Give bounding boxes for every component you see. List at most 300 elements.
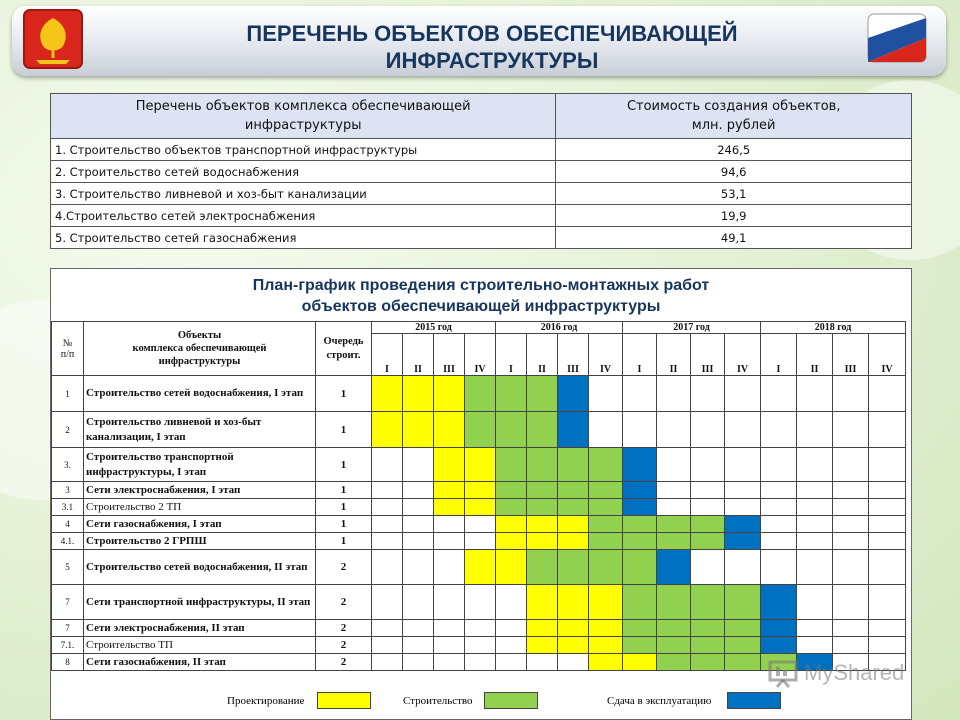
- lipetsk-coat-of-arms-icon: [22, 8, 84, 70]
- object-name-cell: Строительство ливневой и хоз-быт канализации, I этап: [84, 412, 316, 448]
- gantt-cell-empty: [465, 654, 496, 671]
- gantt-cell-empty: [372, 533, 403, 550]
- legend-label-commissioning: Сдача в эксплуатацию: [607, 695, 712, 707]
- gantt-cell-commissioning: [725, 533, 761, 550]
- gantt-cell-empty: [797, 516, 833, 533]
- gantt-cell-construction: [496, 448, 527, 482]
- gantt-cell-empty: [691, 482, 725, 499]
- flag-icon: [866, 8, 928, 70]
- gantt-cell-construction: [657, 585, 691, 620]
- header-line: Перечень объектов комплекса обеспечивающей: [135, 99, 471, 114]
- gantt-cell-empty: [403, 585, 434, 620]
- gantt-cell-design: [558, 516, 589, 533]
- gantt-cell-empty: [833, 376, 869, 412]
- gantt-cell-empty: [797, 620, 833, 637]
- row-number-cell: 2: [52, 412, 84, 448]
- cost-value-cell: 19,9: [556, 205, 912, 227]
- gantt-cell-empty: [434, 550, 465, 585]
- gantt-cell-empty: [761, 448, 797, 482]
- gantt-cell-design: [527, 620, 558, 637]
- object-name-cell: 4.Строительство сетей электроснабжения: [51, 205, 556, 227]
- gantt-cell-design: [589, 654, 623, 671]
- gantt-cell-empty: [691, 499, 725, 516]
- table-row: [51, 183, 912, 205]
- gantt-cell-empty: [558, 654, 589, 671]
- gantt-cell-empty: [869, 620, 906, 637]
- gantt-cell-construction: [589, 516, 623, 533]
- gantt-cell-design: [465, 448, 496, 482]
- quarter-header: IV: [869, 334, 906, 376]
- gantt-cell-empty: [372, 620, 403, 637]
- page-title-line: ПЕРЕЧЕНЬ ОБЪЕКТОВ ОБЕСПЕЧИВАЮЩЕЙ: [246, 21, 738, 46]
- gantt-body: [52, 376, 906, 671]
- gantt-cell-empty: [797, 448, 833, 482]
- page-title: [152, 20, 832, 74]
- gantt-cell-empty: [725, 412, 761, 448]
- gantt-cell-design: [434, 482, 465, 499]
- gantt-cell-construction: [657, 654, 691, 671]
- gantt-cell-empty: [833, 585, 869, 620]
- quarter-header: III: [558, 334, 589, 376]
- queue-cell: 1: [316, 448, 372, 482]
- gantt-cell-empty: [657, 448, 691, 482]
- quarter-header: II: [657, 334, 691, 376]
- header-line: строит.: [326, 349, 361, 361]
- gantt-cell-commissioning: [623, 482, 657, 499]
- object-name-cell: Строительство сетей водоснабжения, II этап: [84, 550, 316, 585]
- gantt-cell-design: [434, 499, 465, 516]
- gantt-cell-design: [589, 585, 623, 620]
- gantt-table: [51, 321, 906, 671]
- table-row: [52, 499, 906, 516]
- object-name-cell: 3. Строительство ливневой и хоз-быт канализации: [51, 183, 556, 205]
- gantt-cell-empty: [725, 482, 761, 499]
- gantt-cell-design: [558, 585, 589, 620]
- table-row: [52, 516, 906, 533]
- gantt-cell-empty: [403, 448, 434, 482]
- table-row: [52, 533, 906, 550]
- header-line: инфраструктуры: [244, 118, 362, 133]
- gantt-cell-construction: [465, 412, 496, 448]
- gantt-cell-design: [465, 499, 496, 516]
- gantt-cell-construction: [657, 620, 691, 637]
- gantt-cell-empty: [869, 448, 906, 482]
- gantt-cell-empty: [869, 550, 906, 585]
- table-row: [51, 139, 912, 161]
- quarter-header: I: [623, 334, 657, 376]
- gantt-cell-construction: [691, 637, 725, 654]
- gantt-cell-design: [527, 585, 558, 620]
- table-row: [52, 412, 906, 448]
- gantt-cell-empty: [833, 448, 869, 482]
- gantt-cell-design: [372, 376, 403, 412]
- header-line: инфраструктуры: [158, 356, 241, 367]
- row-number-cell: 4: [52, 516, 84, 533]
- gantt-cell-empty: [623, 412, 657, 448]
- gantt-cell-empty: [496, 620, 527, 637]
- queue-cell: 1: [316, 482, 372, 499]
- cost-value-cell: 53,1: [556, 183, 912, 205]
- cost-table-header: [51, 94, 912, 139]
- gantt-cell-construction: [527, 499, 558, 516]
- gantt-cell-empty: [496, 637, 527, 654]
- gantt-cell-construction: [725, 620, 761, 637]
- gantt-cell-empty: [691, 550, 725, 585]
- gantt-cell-design: [434, 376, 465, 412]
- gantt-cell-commissioning: [558, 412, 589, 448]
- gantt-cell-empty: [833, 499, 869, 516]
- gantt-cell-empty: [869, 376, 906, 412]
- table-row: [52, 376, 906, 412]
- gantt-cell-commissioning: [761, 637, 797, 654]
- gantt-cell-construction: [623, 585, 657, 620]
- queue-cell: 2: [316, 620, 372, 637]
- gantt-cell-empty: [372, 448, 403, 482]
- gantt-cell-commissioning: [725, 516, 761, 533]
- gantt-cell-empty: [657, 412, 691, 448]
- object-name-cell: Сети газоснабжения, I этап: [84, 516, 316, 533]
- gantt-cell-construction: [589, 550, 623, 585]
- gantt-cell-empty: [403, 620, 434, 637]
- gantt-cell-construction: [623, 637, 657, 654]
- row-number-cell: 3: [52, 482, 84, 499]
- gantt-cell-construction: [465, 376, 496, 412]
- row-number-cell: 3.1: [52, 499, 84, 516]
- gantt-cell-design: [558, 637, 589, 654]
- table-row: [52, 550, 906, 585]
- queue-cell: 2: [316, 654, 372, 671]
- quarter-header: IV: [725, 334, 761, 376]
- cost-value-cell: 246,5: [556, 139, 912, 161]
- table-row: [52, 620, 906, 637]
- gantt-cell-empty: [657, 499, 691, 516]
- object-name-cell: Строительство ТП: [84, 637, 316, 654]
- gantt-cell-construction: [657, 516, 691, 533]
- gantt-cell-design: [434, 448, 465, 482]
- gantt-cell-empty: [434, 516, 465, 533]
- gantt-cell-construction: [527, 482, 558, 499]
- number-header: [52, 322, 84, 376]
- gantt-cell-empty: [869, 499, 906, 516]
- legend-label-construction: Строительство: [403, 695, 473, 707]
- header-line: Объекты: [177, 330, 222, 341]
- title-bar: [12, 6, 946, 76]
- queue-cell: 1: [316, 376, 372, 412]
- page-title-line: ИНФРАСТРУКТУРЫ: [385, 48, 599, 73]
- gantt-cell-empty: [869, 533, 906, 550]
- object-name-cell: Строительство транспортной инфраструктуры, I этап: [84, 448, 316, 482]
- gantt-cell-construction: [527, 550, 558, 585]
- gantt-cell-empty: [797, 482, 833, 499]
- gantt-cell-empty: [403, 482, 434, 499]
- gantt-cell-empty: [725, 499, 761, 516]
- gantt-cell-design: [465, 482, 496, 499]
- gantt-cell-empty: [833, 516, 869, 533]
- schedule-title: [51, 275, 911, 317]
- gantt-cell-design: [558, 533, 589, 550]
- queue-cell: 2: [316, 550, 372, 585]
- gantt-cell-empty: [589, 412, 623, 448]
- gantt-cell-empty: [797, 376, 833, 412]
- gantt-cell-construction: [623, 550, 657, 585]
- table-row: [51, 227, 912, 249]
- gantt-cell-empty: [657, 482, 691, 499]
- gantt-cell-empty: [761, 412, 797, 448]
- gantt-cell-empty: [797, 585, 833, 620]
- gantt-cell-construction: [496, 412, 527, 448]
- queue-cell: 2: [316, 637, 372, 654]
- gantt-cell-construction: [725, 585, 761, 620]
- gantt-cell-design: [623, 654, 657, 671]
- gantt-cell-design: [527, 516, 558, 533]
- cost-value-cell: 49,1: [556, 227, 912, 249]
- legend-swatch-commissioning: [727, 692, 781, 709]
- gantt-cell-empty: [725, 550, 761, 585]
- quarter-header: I: [372, 334, 403, 376]
- gantt-cell-commissioning: [761, 620, 797, 637]
- gantt-cell-empty: [465, 585, 496, 620]
- gantt-cell-construction: [558, 482, 589, 499]
- gantt-cell-construction: [558, 499, 589, 516]
- gantt-cell-commissioning: [558, 376, 589, 412]
- queue-cell: 2: [316, 585, 372, 620]
- table-row: [52, 637, 906, 654]
- gantt-cell-commissioning: [623, 499, 657, 516]
- gantt-cell-empty: [797, 499, 833, 516]
- gantt-cell-empty: [761, 550, 797, 585]
- gantt-cell-design: [589, 637, 623, 654]
- gantt-cell-construction: [558, 550, 589, 585]
- gantt-cell-empty: [833, 482, 869, 499]
- year-header-row: [52, 322, 906, 334]
- quarter-header: IV: [465, 334, 496, 376]
- quarter-header: I: [761, 334, 797, 376]
- gantt-cell-empty: [434, 637, 465, 654]
- queue-cell: 1: [316, 533, 372, 550]
- gantt-cell-construction: [725, 637, 761, 654]
- gantt-cell-construction: [657, 533, 691, 550]
- gantt-cell-design: [496, 516, 527, 533]
- gantt-cell-construction: [527, 412, 558, 448]
- gantt-cell-empty: [372, 637, 403, 654]
- schedule-title-line: План-график проведения строительно-монтажных работ: [252, 277, 710, 294]
- quarter-header: III: [434, 334, 465, 376]
- gantt-cell-construction: [558, 448, 589, 482]
- gantt-cell-construction: [691, 533, 725, 550]
- header-line: №: [62, 337, 73, 349]
- legend-swatch-design: [317, 692, 371, 709]
- queue-cell: 1: [316, 499, 372, 516]
- gantt-cell-design: [403, 412, 434, 448]
- gantt-cell-commissioning: [761, 585, 797, 620]
- gantt-cell-empty: [372, 499, 403, 516]
- legend-label-design: Проектирование: [227, 695, 305, 707]
- gantt-cell-construction: [623, 620, 657, 637]
- gantt-cell-empty: [496, 654, 527, 671]
- gantt-cell-empty: [403, 499, 434, 516]
- table-row: [51, 161, 912, 183]
- gantt-cell-empty: [761, 482, 797, 499]
- gantt-cell-design: [403, 376, 434, 412]
- gantt-cell-empty: [797, 533, 833, 550]
- gantt-cell-construction: [589, 482, 623, 499]
- gantt-cell-empty: [797, 637, 833, 654]
- gantt-cell-empty: [869, 637, 906, 654]
- gantt-cell-construction: [527, 448, 558, 482]
- year-header: 2016 год: [496, 322, 623, 334]
- cost-objects-header: [51, 94, 556, 139]
- gantt-cell-empty: [869, 585, 906, 620]
- gantt-cell-empty: [797, 412, 833, 448]
- cost-table: [50, 93, 912, 249]
- gantt-cell-empty: [869, 482, 906, 499]
- gantt-cell-design: [372, 412, 403, 448]
- table-row: [52, 585, 906, 620]
- gantt-cell-empty: [691, 376, 725, 412]
- gantt-cell-empty: [869, 412, 906, 448]
- gantt-cell-empty: [434, 585, 465, 620]
- gantt-cell-empty: [403, 533, 434, 550]
- header-line: млн. рублей: [691, 118, 776, 133]
- gantt-cell-empty: [691, 412, 725, 448]
- gantt-cell-empty: [372, 550, 403, 585]
- gantt-cell-empty: [869, 516, 906, 533]
- object-name-cell: 5. Строительство сетей газоснабжения: [51, 227, 556, 249]
- gantt-cell-empty: [833, 637, 869, 654]
- gantt-cell-construction: [725, 654, 761, 671]
- object-name-cell: Строительство сетей водоснабжения, I этап: [84, 376, 316, 412]
- gantt-cell-empty: [372, 516, 403, 533]
- table-row: [52, 482, 906, 499]
- queue-cell: 1: [316, 412, 372, 448]
- gantt-cell-empty: [833, 620, 869, 637]
- queue-header: [316, 322, 372, 376]
- quarter-header: I: [496, 334, 527, 376]
- objects-header: [84, 322, 316, 376]
- watermark-text: MyShared: [804, 660, 905, 685]
- header-line: п/п: [60, 348, 75, 360]
- schedule-title-line: объектов обеспечивающей инфраструктуры: [301, 298, 661, 315]
- object-name-cell: 1. Строительство объектов транспортной инфраструктуры: [51, 139, 556, 161]
- queue-cell: 1: [316, 516, 372, 533]
- row-number-cell: 8: [52, 654, 84, 671]
- gantt-cell-empty: [691, 448, 725, 482]
- gantt-cell-empty: [372, 585, 403, 620]
- header-line: Стоимость создания объектов,: [626, 99, 841, 114]
- gantt-cell-empty: [725, 376, 761, 412]
- row-number-cell: 5: [52, 550, 84, 585]
- gantt-cell-empty: [465, 533, 496, 550]
- row-number-cell: 7.1.: [52, 637, 84, 654]
- gantt-cell-design: [558, 620, 589, 637]
- gantt-cell-empty: [761, 376, 797, 412]
- table-row: [52, 448, 906, 482]
- gantt-cell-empty: [833, 533, 869, 550]
- gantt-cell-empty: [527, 654, 558, 671]
- object-name-cell: Сети электроснабжения, I этап: [84, 482, 316, 499]
- gantt-cell-empty: [372, 482, 403, 499]
- gantt-cell-empty: [761, 516, 797, 533]
- header-line: комплекса обеспечивающей: [132, 343, 267, 354]
- gantt-cell-empty: [403, 516, 434, 533]
- gantt-cell-construction: [691, 585, 725, 620]
- gantt-cell-construction: [496, 376, 527, 412]
- gantt-cell-construction: [691, 654, 725, 671]
- row-number-cell: 1: [52, 376, 84, 412]
- gantt-cell-empty: [725, 448, 761, 482]
- gantt-cell-design: [465, 550, 496, 585]
- object-name-cell: Сети транспортной инфраструктуры, II этап: [84, 585, 316, 620]
- gantt-cell-empty: [761, 533, 797, 550]
- gantt-cell-construction: [527, 376, 558, 412]
- schedule-panel: [50, 268, 912, 720]
- presentation-board-icon: [768, 660, 798, 688]
- object-name-cell: Строительство 2 ГРПШ: [84, 533, 316, 550]
- gantt-cell-empty: [403, 550, 434, 585]
- gantt-cell-construction: [589, 533, 623, 550]
- gantt-cell-empty: [797, 550, 833, 585]
- gantt-cell-construction: [623, 516, 657, 533]
- gantt-cell-empty: [434, 533, 465, 550]
- gantt-cell-empty: [623, 376, 657, 412]
- object-name-cell: 2. Строительство сетей водоснабжения: [51, 161, 556, 183]
- gantt-cell-design: [527, 533, 558, 550]
- legend: [51, 691, 911, 711]
- gantt-cell-empty: [833, 550, 869, 585]
- gantt-cell-construction: [623, 533, 657, 550]
- gantt-cell-empty: [465, 637, 496, 654]
- gantt-cell-construction: [691, 620, 725, 637]
- gantt-cell-empty: [589, 376, 623, 412]
- year-header: 2017 год: [623, 322, 761, 334]
- gantt-cell-construction: [496, 499, 527, 516]
- gantt-cell-design: [496, 550, 527, 585]
- gantt-cell-empty: [833, 412, 869, 448]
- gantt-cell-design: [589, 620, 623, 637]
- object-name-cell: Сети газоснабжения, II этап: [84, 654, 316, 671]
- object-name-cell: Строительство 2 ТП: [84, 499, 316, 516]
- gantt-cell-empty: [403, 637, 434, 654]
- object-name-cell: Сети электроснабжения, II этап: [84, 620, 316, 637]
- gantt-cell-empty: [465, 516, 496, 533]
- watermark: [768, 656, 928, 692]
- legend-swatch-construction: [484, 692, 538, 709]
- gantt-cell-construction: [657, 637, 691, 654]
- cost-value-cell: 94,6: [556, 161, 912, 183]
- gantt-cell-empty: [434, 654, 465, 671]
- row-number-cell: 4.1.: [52, 533, 84, 550]
- quarter-header: II: [527, 334, 558, 376]
- quarter-header: II: [403, 334, 434, 376]
- gantt-cell-empty: [657, 376, 691, 412]
- row-number-cell: 3.: [52, 448, 84, 482]
- gantt-cell-design: [527, 637, 558, 654]
- gantt-cell-empty: [434, 620, 465, 637]
- year-header: 2015 год: [372, 322, 496, 334]
- table-row: [51, 205, 912, 227]
- gantt-cell-commissioning: [623, 448, 657, 482]
- year-header: 2018 год: [761, 322, 906, 334]
- gantt-cell-commissioning: [657, 550, 691, 585]
- quarter-header: III: [833, 334, 869, 376]
- gantt-cell-design: [496, 533, 527, 550]
- gantt-cell-empty: [403, 654, 434, 671]
- gantt-cell-empty: [496, 585, 527, 620]
- gantt-cell-empty: [465, 620, 496, 637]
- gantt-cell-empty: [372, 654, 403, 671]
- cost-value-header: [556, 94, 912, 139]
- quarter-header: II: [797, 334, 833, 376]
